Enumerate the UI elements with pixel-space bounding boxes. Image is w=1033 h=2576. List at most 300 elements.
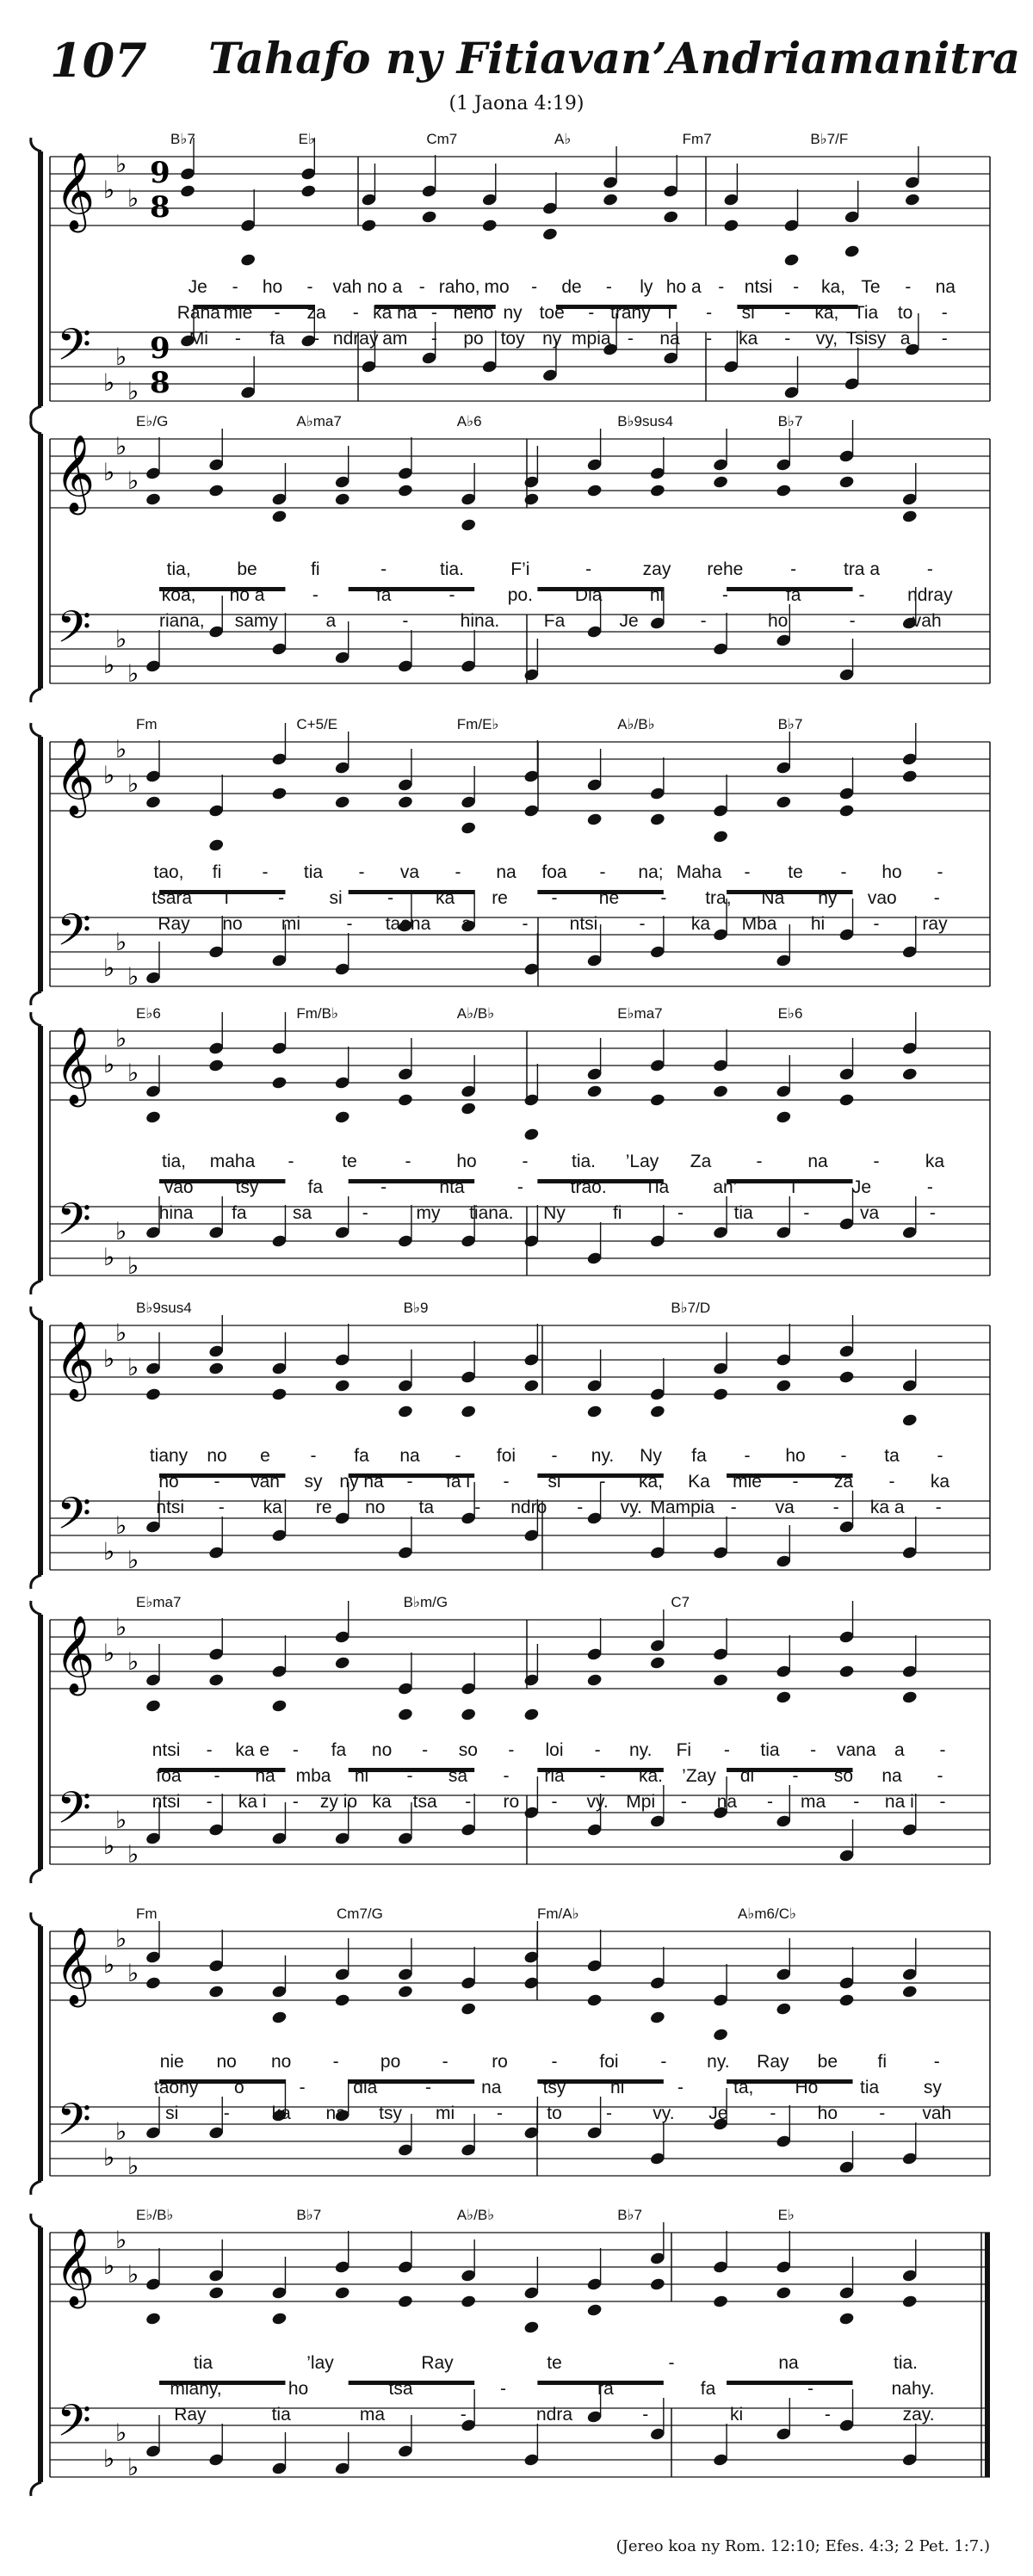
lyric-syllable: -	[873, 914, 880, 934]
lyric-syllable: mo	[484, 277, 510, 297]
lyric-syllable: fa	[307, 1177, 324, 1197]
lyric-syllable: ny	[503, 303, 523, 323]
lyric-syllable: ho	[817, 2103, 838, 2123]
lyric-syllable: no	[365, 1498, 386, 1517]
note-head	[713, 2028, 729, 2042]
lyric-syllable: Mpi	[626, 1792, 656, 1812]
lyric-syllable: Ray	[174, 2405, 207, 2425]
lyric-syllable: tra a	[843, 559, 881, 579]
lyric-syllable: -	[332, 2052, 339, 2072]
lyric-syllable: ro	[503, 1792, 520, 1812]
flat-icon: ♭	[103, 2252, 115, 2280]
lyric-syllable: -	[551, 888, 558, 908]
note-head	[271, 510, 288, 524]
lyric-syllable: re	[315, 1498, 332, 1517]
lyric-syllable: -	[744, 862, 751, 882]
chord-symbol: B♭9	[403, 1300, 429, 1316]
note-head	[663, 210, 679, 225]
lyric-syllable: -	[677, 2078, 684, 2097]
lyric-syllable: foa	[541, 862, 567, 882]
flat-icon: ♭	[127, 377, 139, 405]
chord-symbol: E♭6	[777, 1005, 803, 1022]
lyric-syllable: vy,	[815, 329, 838, 349]
note-head	[713, 475, 729, 490]
lyric-syllable: -	[784, 303, 791, 323]
system-bracket	[38, 1026, 43, 1281]
lyric-syllable: Za	[690, 1152, 712, 1171]
lyric-syllable: ny	[818, 888, 838, 908]
chord-symbol: A♭/B♭	[456, 2207, 495, 2223]
lyric-syllable: -	[531, 277, 538, 297]
lyric-syllable: ka ha	[373, 303, 418, 323]
lyric-syllable: -	[405, 1152, 411, 1171]
lyric-syllable: Fi	[676, 1740, 692, 1760]
lyric-syllable: Ka	[688, 1472, 710, 1492]
lyric-syllable: ka	[263, 1498, 282, 1517]
lyric-syllable: -	[425, 2078, 432, 2097]
lyric-syllable: -	[680, 1792, 687, 1812]
lyric-syllable: -	[358, 862, 365, 882]
lyric-syllable: vy.	[653, 2103, 675, 2123]
lyric-syllable: tia.	[571, 1152, 597, 1171]
lyric-syllable: vy.	[586, 1792, 609, 1812]
note-head	[901, 769, 918, 784]
flat-icon: ♭	[127, 659, 139, 688]
lyric-syllable: na	[881, 1766, 902, 1786]
lyric-syllable: -	[442, 2052, 448, 2072]
lyric-syllable: -	[599, 1472, 606, 1492]
lyric-syllable: -	[551, 1446, 558, 1466]
lyric-syllable: sa	[292, 1203, 312, 1223]
lyric-syllable: -	[455, 1446, 461, 1466]
lyric-syllable: tia	[193, 2353, 213, 2373]
lyric-syllable: tsy	[542, 2078, 566, 2097]
lyric-syllable: -	[933, 888, 940, 908]
flat-icon: ♭	[103, 1050, 115, 1078]
lyric-syllable: ka	[925, 1152, 945, 1171]
lyric-syllable: my	[416, 1203, 441, 1223]
note-head	[271, 1699, 288, 1714]
note-head	[240, 253, 257, 268]
lyric-syllable: tiany	[149, 1446, 189, 1466]
lyric-syllable: -	[888, 1472, 895, 1492]
lyric-syllable: foa	[156, 1766, 182, 1786]
flat-icon: ♭	[115, 1024, 127, 1053]
bracket-bottom	[31, 1281, 41, 1294]
lyric-syllable: hi	[649, 585, 665, 605]
lyric-syllable: sy	[304, 1472, 323, 1492]
lyric-syllable: Ny	[543, 1203, 566, 1223]
lyric-syllable: tia,	[161, 1152, 187, 1171]
note-head	[776, 2286, 792, 2301]
lyric-syllable: -	[234, 329, 241, 349]
lyric-syllable: taona	[385, 914, 431, 934]
note-head	[838, 475, 855, 490]
bracket-top	[31, 1601, 41, 1615]
lyric-syllable: ly	[640, 277, 653, 297]
chord-symbol: B♭7	[170, 131, 195, 147]
lyric-syllable: -	[824, 2405, 831, 2425]
lyric-syllable: ho a	[229, 585, 265, 605]
lyric-syllable: rehe	[707, 559, 744, 579]
note-head	[145, 1110, 161, 1125]
lyric-syllable: -	[939, 1792, 946, 1812]
flat-icon: ♭	[115, 432, 127, 460]
chord-symbol: Cm7/G	[337, 1906, 383, 1922]
lyric-syllable: ’Zay	[682, 1766, 716, 1786]
lyric-syllable: F’i	[510, 559, 530, 579]
lyric-syllable: hi	[610, 2078, 625, 2097]
note-head	[208, 1362, 225, 1376]
flat-icon: ♭	[127, 2453, 139, 2481]
lyric-syllable: -	[784, 329, 791, 349]
chord-symbol: A♭/B♭	[617, 716, 655, 732]
lyric-syllable: nie	[159, 2052, 184, 2072]
lyric-syllable: na	[935, 277, 956, 297]
lyric-syllable: tia	[271, 2405, 291, 2425]
music-system	[0, 413, 1033, 706]
note-head	[901, 1690, 918, 1705]
flat-icon: ♭	[127, 1546, 139, 1574]
lyric-syllable: -	[939, 1740, 946, 1760]
lyric-syllable: to	[897, 303, 913, 323]
lyric-syllable: -	[756, 1152, 763, 1171]
lyric-syllable: ho a	[665, 277, 702, 297]
lyric-syllable: ma	[801, 1792, 826, 1812]
note-head	[649, 812, 665, 827]
flat-icon: ♭	[115, 1511, 127, 1540]
lyric-syllable: tsy	[379, 2103, 403, 2123]
lyric-syllable: Mba	[741, 914, 777, 934]
lyric-syllable: -	[660, 2052, 667, 2072]
note-head	[649, 1405, 665, 1419]
flat-icon: ♭	[127, 1647, 139, 1676]
lyric-syllable: am	[382, 329, 408, 349]
lyric-syllable: ka	[372, 1792, 392, 1812]
note-head	[586, 812, 603, 827]
lyric-syllable: mi	[435, 2103, 455, 2123]
lyric-syllable: di	[739, 1766, 755, 1786]
lyric-syllable: no	[216, 2052, 237, 2072]
lyric-syllable: he	[598, 888, 620, 908]
flat-icon: ♭	[103, 761, 115, 789]
bracket-top	[31, 1912, 41, 1926]
note-head	[397, 1093, 413, 1108]
note-head	[776, 795, 792, 810]
beam	[727, 2381, 852, 2385]
bracket-top	[31, 723, 41, 737]
lyric-syllable: -	[599, 862, 606, 882]
flat-icon: ♭	[115, 2418, 127, 2447]
lyric-syllable: mpia	[572, 329, 611, 349]
note-head	[397, 2295, 413, 2309]
lyric-syllable: fa	[354, 1446, 369, 1466]
lyric-syllable: vah	[332, 277, 362, 297]
note-head	[603, 193, 619, 207]
note-head	[271, 1076, 288, 1090]
lyric-syllable: Te	[861, 277, 881, 297]
lyric-syllable: -	[362, 1203, 368, 1223]
chord-symbol: B♭7	[296, 2207, 322, 2223]
chord-symbol: B♭7	[777, 413, 803, 429]
bass-clef-icon: 𝄢	[57, 1193, 91, 1256]
hymn-number: 107	[50, 33, 147, 88]
note-head	[713, 1673, 729, 1688]
lyric-syllable: tsa	[412, 1792, 437, 1812]
lyric-syllable: foi	[496, 1446, 516, 1466]
flat-icon: ♭	[115, 625, 127, 653]
note-head	[838, 1093, 855, 1108]
chord-symbol: E♭	[777, 2207, 795, 2223]
lyric-syllable: ria	[544, 1766, 565, 1786]
chord-symbol: A♭ma7	[296, 413, 342, 429]
lyric-syllable: tia,	[166, 559, 191, 579]
music-system	[0, 716, 1033, 1009]
flat-icon: ♭	[103, 1243, 115, 1271]
lyric-syllable: -	[402, 611, 409, 631]
lyric-syllable: va	[399, 862, 420, 882]
lyric-syllable: loi	[545, 1740, 564, 1760]
chord-symbol: B♭9sus4	[136, 1300, 192, 1316]
note-head	[334, 1656, 350, 1671]
note-head	[145, 1387, 161, 1402]
lyric-syllable: na;	[638, 862, 664, 882]
lyric-syllable: si	[741, 303, 755, 323]
lyric-syllable: ho	[767, 611, 789, 631]
lyric-syllable: foi	[599, 2052, 619, 2072]
lyric-syllable: ka,	[820, 277, 846, 297]
lyric-syllable: mi	[281, 914, 301, 934]
note-head	[586, 2303, 603, 2318]
lyric-syllable: fi	[212, 862, 222, 882]
system-bracket	[38, 737, 43, 991]
lyric-syllable: -	[500, 2379, 506, 2399]
note-head	[523, 1127, 540, 1142]
time-signature-numerator: 9	[150, 331, 170, 366]
flat-icon: ♭	[115, 1217, 127, 1245]
lyric-syllable: riana,	[159, 611, 205, 631]
lyric-syllable: si	[329, 888, 343, 908]
lyric-syllable: -	[474, 1498, 481, 1517]
lyric-syllable: hi	[354, 1766, 369, 1786]
lyric-syllable: Maha	[676, 862, 722, 882]
lyric-syllable: vah	[251, 1472, 280, 1492]
chord-symbol: Fm	[136, 1906, 158, 1922]
lyric-syllable: fi	[311, 559, 320, 579]
cross-references: (Jereo koa ny Rom. 12:10; Efes. 4:3; 2 Pet. 1:7.)	[615, 2537, 990, 2555]
lyric-syllable: -	[387, 888, 394, 908]
lyric-syllable: -	[935, 1498, 942, 1517]
lyric-syllable: ho	[881, 862, 902, 882]
bracket-top	[31, 2214, 41, 2227]
note-head	[271, 2011, 288, 2025]
lyric-syllable: po	[380, 2052, 401, 2072]
lyric-syllable: -	[232, 277, 238, 297]
note-head	[838, 1993, 855, 2008]
treble-staff	[50, 742, 990, 811]
flat-icon: ♭	[103, 368, 115, 397]
music-system	[0, 131, 1033, 423]
music-system	[0, 1906, 1033, 2198]
lyric-syllable: Na	[761, 888, 785, 908]
lyric-syllable: -	[840, 1446, 847, 1466]
lyric-syllable: miahy,	[170, 2379, 222, 2399]
flat-icon: ♭	[127, 2260, 139, 2289]
lyric-syllable: -	[873, 1152, 880, 1171]
lyric-syllable: ta,	[733, 2078, 754, 2097]
lyric-syllable: -	[585, 559, 592, 579]
lyric-syllable: -	[262, 862, 269, 882]
lyric-syllable: a	[894, 1740, 905, 1760]
lyric-syllable: tia	[303, 862, 324, 882]
lyric-syllable: -	[577, 1498, 584, 1517]
lyric-syllable: mie	[223, 303, 253, 323]
lyric-syllable: -	[803, 1203, 810, 1223]
lyric-syllable: -	[278, 888, 285, 908]
lyric-syllable: ho	[288, 2379, 309, 2399]
lyric-syllable: -	[926, 559, 933, 579]
lyric-syllable: tia	[733, 1203, 753, 1223]
bracket-top	[31, 420, 41, 434]
chord-symbol: Fm7	[682, 131, 712, 147]
lyric-syllable: hina	[158, 1203, 194, 1223]
flat-icon: ♭	[115, 150, 127, 178]
note-head	[901, 2295, 918, 2309]
lyric-syllable: -	[497, 2103, 504, 2123]
lyric-syllable: ho	[785, 1446, 806, 1466]
note-head	[523, 2320, 540, 2335]
chord-symbol: B♭m/G	[403, 1594, 448, 1610]
note-head	[461, 2295, 477, 2309]
lyric-syllable: i	[791, 1177, 795, 1197]
lyric-syllable: ndra	[535, 2405, 573, 2425]
note-head	[776, 1379, 792, 1393]
lyric-syllable: te	[547, 2353, 562, 2373]
lyric-syllable: no a	[367, 277, 403, 297]
lyric-syllable: ntsi	[569, 914, 598, 934]
treble-clef-icon: 𝄞	[55, 1321, 96, 1399]
lyric-syllable: fa	[785, 585, 801, 605]
lyric-syllable: be	[237, 559, 257, 579]
lyric-syllable: ndray	[907, 585, 953, 605]
lyric-syllable: -	[905, 277, 912, 297]
note-head	[776, 1690, 792, 1705]
lyric-syllable: -	[832, 1498, 839, 1517]
flat-icon: ♭	[103, 1832, 115, 1860]
bass-clef-icon: 𝄢	[57, 904, 91, 967]
flat-icon: ♭	[103, 458, 115, 486]
note-head	[649, 2011, 665, 2025]
chord-symbol: Fm/B♭	[296, 1005, 339, 1022]
beam	[349, 587, 474, 591]
lyric-syllable: -	[418, 277, 425, 297]
lyric-syllable: an’	[713, 1177, 738, 1197]
lyric-syllable: vy.	[620, 1498, 642, 1517]
lyric-syllable: tia	[860, 2078, 880, 2097]
note-head	[776, 484, 792, 498]
lyric-syllable: -	[790, 559, 797, 579]
note-head	[649, 1093, 665, 1108]
note-head	[334, 1993, 350, 2008]
lyric-syllable: ny.	[707, 2052, 730, 2072]
treble-clef-icon: 𝄞	[55, 1027, 96, 1104]
bass-clef-icon: 𝄢	[57, 1487, 91, 1550]
flat-icon: ♭	[127, 1840, 139, 1869]
treble-staff	[50, 1931, 990, 2000]
lyric-syllable: tsara	[152, 888, 193, 908]
lyric-syllable: -	[310, 1446, 317, 1466]
lyric-syllable: -	[937, 1446, 943, 1466]
chord-symbol: E♭6	[136, 1005, 161, 1022]
lyric-syllable: mba	[295, 1766, 331, 1786]
lyric-syllable: na	[716, 1792, 738, 1812]
scripture-reference: (1 Jaona 4:19)	[448, 93, 585, 114]
lyric-syllable: sa	[448, 1766, 468, 1786]
lyric-syllable: -	[937, 1766, 943, 1786]
note-head	[523, 804, 540, 819]
note-head	[838, 804, 855, 819]
lyric-syllable: po.	[507, 585, 533, 605]
lyric-syllable: na i	[884, 1792, 914, 1812]
lyric-syllable: trany	[610, 303, 651, 323]
lyric-syllable: -	[721, 585, 728, 605]
lyric-syllable: ny ha	[339, 1472, 384, 1492]
lyric-syllable: hina.	[460, 611, 500, 631]
lyric-syllable: -	[677, 1203, 684, 1223]
note-head	[461, 821, 477, 836]
note-head	[421, 210, 437, 225]
flat-icon: ♭	[115, 735, 127, 763]
flat-icon: ♭	[103, 176, 115, 204]
treble-staff	[50, 1031, 990, 1100]
lyric-syllable: -	[299, 2078, 306, 2097]
chord-symbol: C+5/E	[296, 716, 338, 732]
treble-staff	[50, 439, 990, 508]
note-head	[145, 1699, 161, 1714]
lyric-syllable: -	[792, 1472, 799, 1492]
chord-symbol: C7	[671, 1594, 690, 1610]
lyric-syllable: zy io	[319, 1792, 358, 1812]
lyric-syllable: ho	[456, 1152, 477, 1171]
chord-symbol: A♭	[554, 131, 572, 147]
system-bracket	[38, 1926, 43, 2181]
lyric-syllable: -	[274, 303, 281, 323]
note-head	[776, 1110, 792, 1125]
chord-symbol: Fm	[136, 716, 158, 732]
bracket-bottom	[31, 2482, 41, 2496]
lyric-syllable: ka.	[638, 1766, 664, 1786]
treble-staff	[50, 1325, 990, 1394]
chord-symbol: A♭/B♭	[456, 1005, 495, 1022]
lyric-syllable: na	[255, 1766, 275, 1786]
note-head	[649, 1656, 665, 1671]
lyric-syllable: na	[496, 862, 516, 882]
note-head	[461, 1405, 477, 1419]
lyric-syllable: Dia	[574, 585, 603, 605]
lyric-syllable: Tsisy	[845, 329, 887, 349]
flat-icon: ♭	[115, 1806, 127, 1834]
lyric-syllable: nta	[439, 1177, 465, 1197]
lyric-syllable: trao.	[570, 1177, 607, 1197]
lyric-syllable: Ray	[757, 2052, 789, 2072]
note-head	[901, 1985, 918, 1999]
note-head	[397, 1985, 413, 1999]
lyric-syllable: ma	[359, 2405, 386, 2425]
hymn-title: Tahafo ny Fitiavan’Andriamanitra	[208, 33, 1021, 83]
note-head	[586, 1084, 603, 1099]
note-head	[713, 1387, 729, 1402]
lyric-syllable: fa	[375, 585, 392, 605]
